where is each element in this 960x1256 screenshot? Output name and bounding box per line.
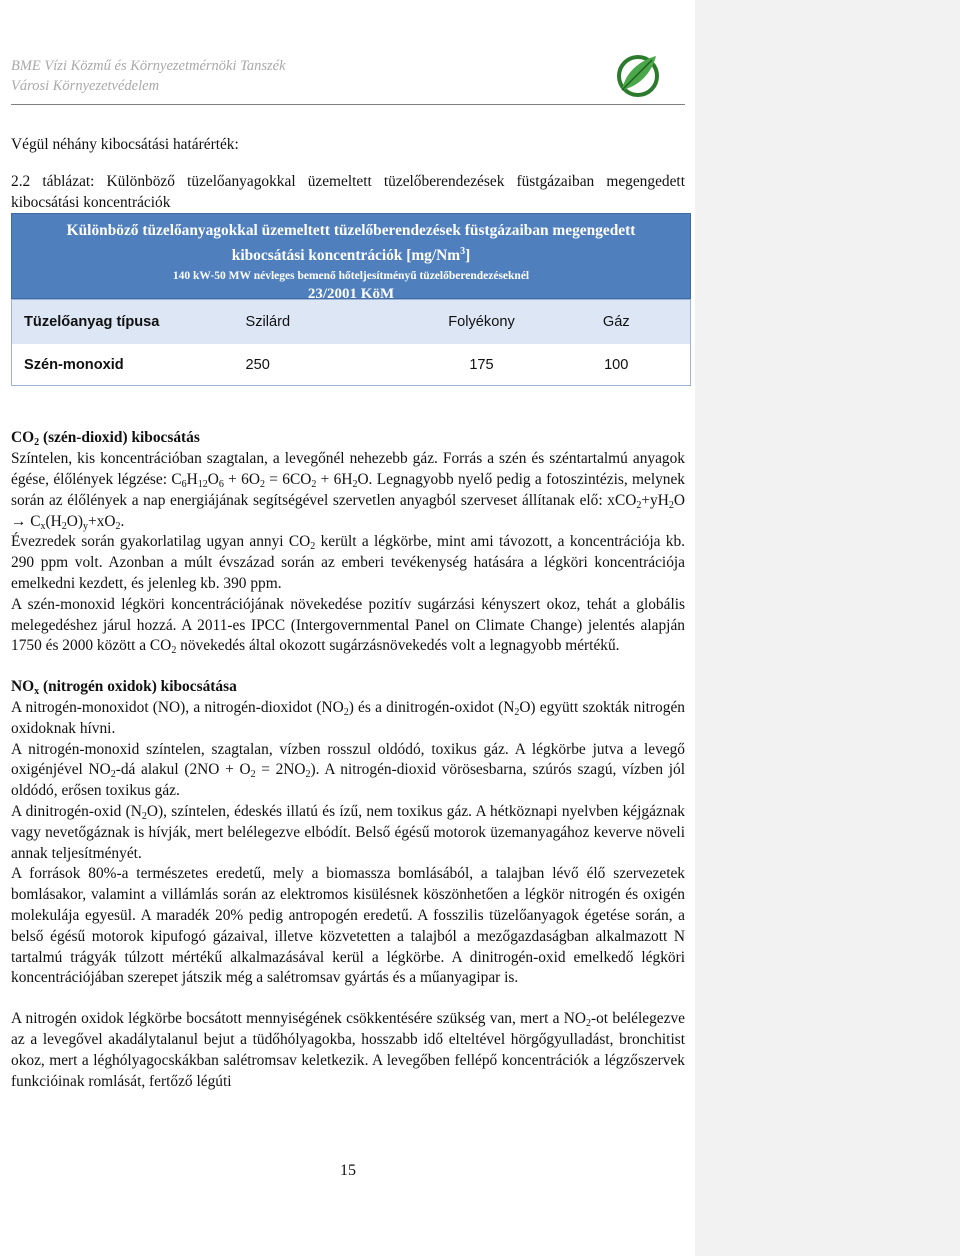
header-fuel-type: Tüzelőanyag típusa xyxy=(12,300,232,344)
table-title-line2: kibocsátási koncentrációk [mg/Nm$^3$] xyxy=(231,246,471,265)
row-liquid-value: 175 xyxy=(382,344,582,386)
nox-paragraph-no: A nitrogén-monoxid színtelen, szagtalan, vízben rosszul oldódó, toxikus gáz. A légkörbe jutva a levegő oxigénjével $NO_2-dá$ alakul $(2NO + O_2 = 2NO_2)$. A nitrogén-dioxid vörösesbarna, szúrós szagú, vízben jól oldódó, erősen toxikus gáz. xyxy=(11,740,686,800)
co2-paragraph-ipcc: A szén-monoxid légköri koncentrációjának növekedése pozitív sugárzási kényszert okoz, tehát a globális melegedéshez járul hozzá. A 2011-es IPCC (Intergovernmental Panel on Climate Change) jelentés alapján 1750 és 2000 között a $CO_2$ növekedés által okozott sugárzásnövekedés volt a legnagyobb mértékű. xyxy=(11,595,685,657)
row-solid-value: 250 xyxy=(232,344,382,386)
co2-paragraph-history: Évezredek során gyakorlatilag ugyan annyi $CO_2$ került a légkörbe, mint ami távozott, a koncentrációja kb. 290 ppm volt. Azonban a múlt évszázad során az emberi tevékenység hatására a légköri koncentrációja emelkedni kezdett, és jelenleg kb. 390 ppm. xyxy=(11,533,685,592)
table-subtitle: 140 kW-50 MW névleges bemenő hőteljesítményű tüzelőberendezéseknél xyxy=(172,269,530,282)
nox-paragraph-n2o: A dinitrogén-oxid $(N_2O)$, színtelen, édeskés illatú és ízű, nem toxikus gáz. A hétköznapi nyelvben kéjgáznak vagy nevetőgáznak is hívják, mert belélegezve elbódít. Belső égésű motorok üzemanyagához keverve növeli annak teljesítményét. xyxy=(11,802,685,862)
header-liquid: Folyékony xyxy=(382,300,582,344)
co2-paragraph: Színtelen, kis koncentrációban szagtalan, a levegőnél nehezebb gáz. Forrás a szén és széntartalmú anyagok égése, élőlények légzése: $C_6H_{12}O_6 + 6O_2 = 6CO_2 + 6H_2O$. Legnagyobb nyelő pedig a fotoszintézis, melynek során az élőlények a nap energiájának segítségével szervetlen anyagból szerveset állítanak elő: $xCO_2+yH_2O \to C_x(H_2O)_y+xO_2$. xyxy=(11,450,686,532)
nox-paragraph-sources: A források 80%-a természetes eredetű, mely a biomassza bomlásából, a talajban lévő élő szervezetek bomlásakor, valamint a villámlás során az elektromos kisülésnek köszönhetően a légkör nitrogén és oxigén molekulája egyesül. A maradék 20% pedig antropogén eredetű. A fosszilis tüzelőanyagok égetése során, a belső égésű motorok kipufogó gázaival, illetve közvetetten a talajból a mezőgazdaságban alkalmazott N tartalmú trágyák túlzott mértékű alkalmazásával kerül a légkörbe. A dinitrogén-oxid emelkedő légköri koncentrációjában szerepet játszik még a salétromsav gyártás és a műanyagipar is. xyxy=(11,865,685,987)
header-course: Városi Környezetvédelem xyxy=(11,78,160,94)
header-solid: Szilárd xyxy=(232,300,382,344)
table-title-line1: Különböző tüzelőanyagokkal üzemeltett tüzelőberendezések füstgázaiban megengedett xyxy=(66,222,636,240)
header-divider xyxy=(11,104,685,105)
co2-heading: $CO_2$ (szén-dioxid) kibocsátás xyxy=(11,429,200,449)
leaf-logo-icon xyxy=(612,50,660,98)
page-number: 15 xyxy=(340,1162,356,1179)
table-caption: 2.2 táblázat: Különböző tüzelőanyagokkal üzemeltett tüzelőberendezések füstgázaiban megengedett kibocsátási koncentrációk xyxy=(11,172,685,211)
table-header-row xyxy=(12,300,691,344)
table-regulation: 23/2001 KöM xyxy=(307,285,395,302)
header-department: BME Vízi Közmű és Környezetmérnöki Tanszék xyxy=(11,58,286,74)
row-pollutant: Szén-monoxid xyxy=(12,344,232,386)
emission-limits-table xyxy=(11,213,691,386)
table-body xyxy=(11,299,691,386)
nox-paragraph-intro: A nitrogén-monoxidot (NO), a nitrogén-dioxidot $(NO_2)$ és a dinitrogén-oxidot $(N_2O)$ együtt szokták nitrogén oxidoknak hívni. xyxy=(11,698,685,737)
row-gas-value: 100 xyxy=(582,344,691,386)
nox-heading: $NO_x$ (nitrogén oxidok) kibocsátása xyxy=(11,678,237,698)
table-row xyxy=(12,344,691,386)
comment-margin-panel xyxy=(695,0,960,1256)
page-header xyxy=(11,56,286,96)
page-content xyxy=(11,135,685,1092)
intro-text: Végül néhány kibocsátási határérték: xyxy=(11,136,239,153)
nox-paragraph-health: A nitrogén oxidok légkörbe bocsátott mennyiségének csökkentésére szükség van, mert a $NO_2-ot$ belélegezve az a levegővel akadálytalanul bejut a tüdőhólyagokba, hosszabb idő elteltével hörgőgyulladást, bronchitist okoz, mert a léghólyagocskákban salétromsav keletkezik. A levegőben fellépő koncentrációk a légzőszervek funkcióinak romlását, fertőző légúti xyxy=(11,1010,685,1090)
header-gas: Gáz xyxy=(582,300,691,344)
table-title-block xyxy=(11,213,691,302)
